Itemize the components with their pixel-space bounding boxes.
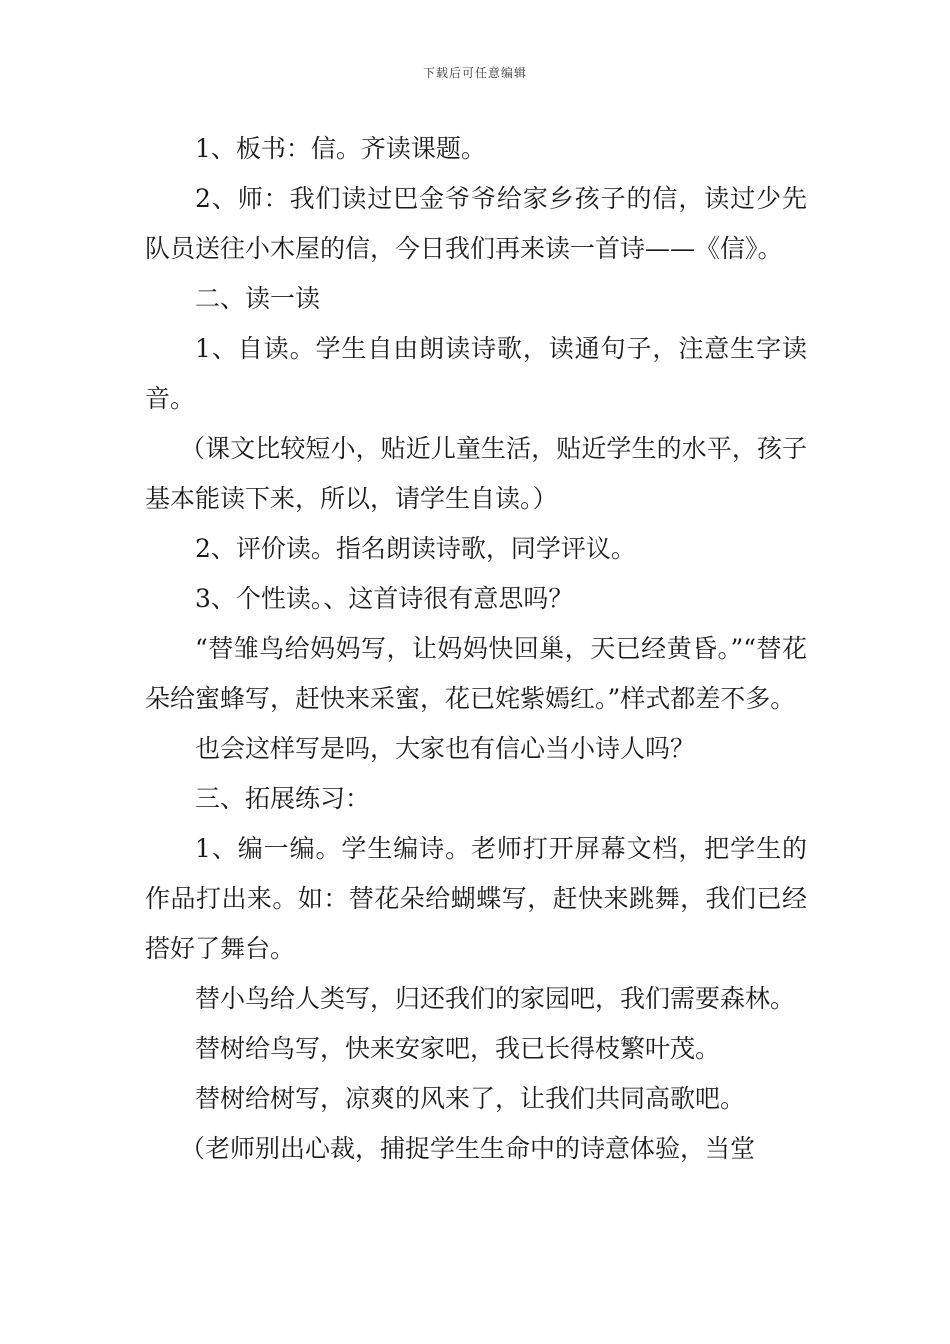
paragraph-quote: “替雏鸟给妈妈写，让妈妈快回巢，天已经黄昏。”“替花朵给蜜蜂写，赶快来采蜜，花已姹紫嫣红。”样式都差不多。 bbox=[145, 634, 807, 713]
paragraph-note: （老师别出心裁，捕捉学生生命中的诗意体验，当堂 bbox=[180, 1134, 756, 1163]
paragraph: 2、评价读。指名朗读诗歌，同学评议。 bbox=[195, 534, 636, 563]
paragraph: 替小鸟给人类写，归还我们的家园吧，我们需要森林。 bbox=[195, 984, 796, 1013]
paragraph: 1、板书：信。齐读课题。 bbox=[195, 134, 486, 163]
paragraph: 替树给鸟写，快来安家吧，我已长得枝繁叶茂。 bbox=[195, 1034, 721, 1063]
paragraph: 3、个性读。、这首诗很有意思吗？ bbox=[195, 584, 574, 613]
paragraph: 2、师：我们读过巴金爷爷给家乡孩子的信，读过少先队员送往小木屋的信，今日我们再来读一首诗——《信》。 bbox=[145, 184, 807, 263]
page-header-note: 下载后可任意编辑 bbox=[422, 66, 527, 80]
paragraph: 也会这样写是吗，大家也有信心当小诗人吗？ bbox=[195, 734, 696, 763]
paragraph: 1、编一编。学生编诗。老师打开屏幕文档，把学生的作品打出来。如：替花朵给蝴蝶写，赶快来跳舞，我们已经搭好了舞台。 bbox=[145, 834, 807, 963]
paragraph-note: （课文比较短小，贴近儿童生活，贴近学生的水平，孩子基本能读下来，所以，请学生自读。） bbox=[145, 434, 807, 513]
section-heading: 三、拓展练习： bbox=[195, 784, 371, 813]
document-body bbox=[145, 124, 807, 1174]
section-heading: 二、读一读 bbox=[195, 284, 321, 313]
paragraph: 1、自读。学生自由朗读诗歌，读通句子，注意生字读音。 bbox=[145, 334, 807, 413]
paragraph: 替树给树写，凉爽的风来了，让我们共同高歌吧。 bbox=[195, 1084, 746, 1113]
